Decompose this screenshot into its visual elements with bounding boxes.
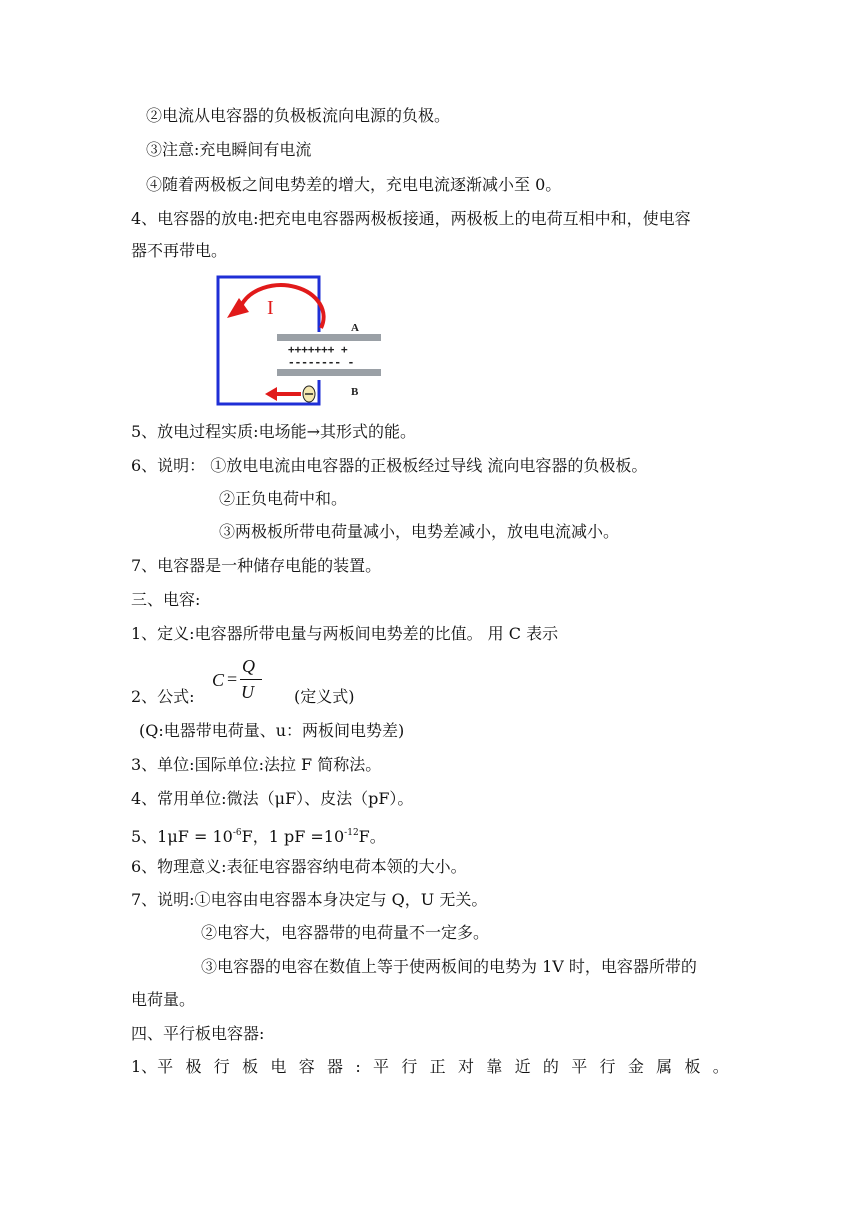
- char: 金: [627, 1057, 644, 1076]
- exponent: -12: [344, 828, 359, 838]
- text-line: ②电流从电容器的负极板流向电源的负极。: [146, 106, 451, 125]
- fraction-bar: [240, 679, 262, 680]
- text-line: ②电容大，电容器带的电荷量不一定多。: [201, 923, 490, 942]
- plate-a-label: A: [351, 322, 359, 334]
- char: 靠: [486, 1057, 503, 1076]
- text-line: 7、说明:①电容由电容器本身决定与 Q，U 无关。: [131, 890, 488, 909]
- section-heading: 三、电容:: [131, 590, 201, 609]
- text-line: 6、物理意义:表征电容器容纳电荷本领的大小。: [131, 857, 467, 876]
- current-label: I: [267, 297, 274, 319]
- plate-b: [277, 369, 381, 376]
- formula-note: (定义式): [294, 687, 355, 706]
- text-line: 器不再带电。: [131, 241, 228, 260]
- text-line: (Q:电器带电荷量、u：两板间电势差): [139, 721, 405, 740]
- text-line: 电荷量。: [131, 990, 196, 1009]
- plate-b-label: B: [351, 386, 359, 398]
- formula-numerator: Q: [242, 656, 255, 676]
- text-line: [131, 823, 386, 847]
- char: 极: [185, 1057, 202, 1076]
- capacitance-formula: [212, 656, 264, 702]
- text-line: 1、定义:电容器所带电量与两板间电势差的比值。 用 C 表示: [131, 624, 559, 643]
- positive-charges: +++++++ +: [288, 343, 348, 356]
- formula-lhs: C: [212, 670, 225, 690]
- char: 近: [514, 1057, 531, 1076]
- text-span: F。: [358, 827, 386, 846]
- formula-denominator: U: [241, 682, 254, 702]
- text-line: 6、说明： ①放电电流由电容器的正极板经过导线 流向电容器的负极板。: [131, 456, 648, 475]
- char: 行: [401, 1057, 418, 1076]
- char: 的: [542, 1057, 559, 1076]
- char: 板: [242, 1057, 259, 1076]
- text-line: 4、常用单位:微法（μF）、皮法（pF）。: [131, 789, 414, 808]
- negative-charges: -------- -: [288, 356, 355, 369]
- text-line: ④随着两极板之间电势差的增大，充电电流逐渐减小至 0。: [146, 175, 562, 194]
- char: 平: [373, 1057, 390, 1076]
- char: 行: [213, 1057, 230, 1076]
- char: 电: [270, 1057, 287, 1076]
- exponent: -6: [232, 828, 242, 838]
- text-line: ③注意:充电瞬间有电流: [146, 140, 312, 159]
- char: :: [355, 1057, 361, 1076]
- char: 。: [712, 1057, 729, 1076]
- text-line: 5、放电过程实质:电场能→其形式的能。: [131, 422, 416, 441]
- char: 对: [457, 1057, 474, 1076]
- formula-equals: =: [227, 669, 238, 689]
- char: 容: [298, 1057, 315, 1076]
- char: 正: [429, 1057, 446, 1076]
- char: 行: [599, 1057, 616, 1076]
- char: 平: [571, 1057, 588, 1076]
- plate-a: [277, 334, 381, 341]
- char: 板: [684, 1057, 701, 1076]
- text-line: ②正负电荷中和。: [219, 489, 348, 508]
- text-line: 7、电容器是一种储存电能的装置。: [131, 556, 382, 575]
- text-line: 3、单位:国际单位:法拉 F 简称法。: [131, 755, 382, 774]
- formula-label: 2、公式:: [131, 687, 195, 706]
- char: 1、平: [131, 1057, 174, 1076]
- justified-text-line: [131, 1057, 729, 1077]
- text-span: 5、1μF = 10: [131, 827, 233, 846]
- section-heading: 四、平行板电容器:: [131, 1024, 265, 1043]
- char: 属: [656, 1057, 673, 1076]
- text-line: ③电容器的电容在数值上等于使两板间的电势为 1V 时，电容器所带的: [201, 957, 697, 976]
- text-line: ③两极板所带电荷量减小，电势差减小，放电电流减小。: [219, 522, 620, 541]
- capacitor-discharge-diagram: [215, 274, 385, 408]
- text-line: 4、电容器的放电:把充电电容器两极板接通，两极板上的电荷互相中和，使电容: [131, 209, 691, 228]
- char: 器: [327, 1057, 344, 1076]
- text-span: F，1 pF =10: [241, 827, 345, 846]
